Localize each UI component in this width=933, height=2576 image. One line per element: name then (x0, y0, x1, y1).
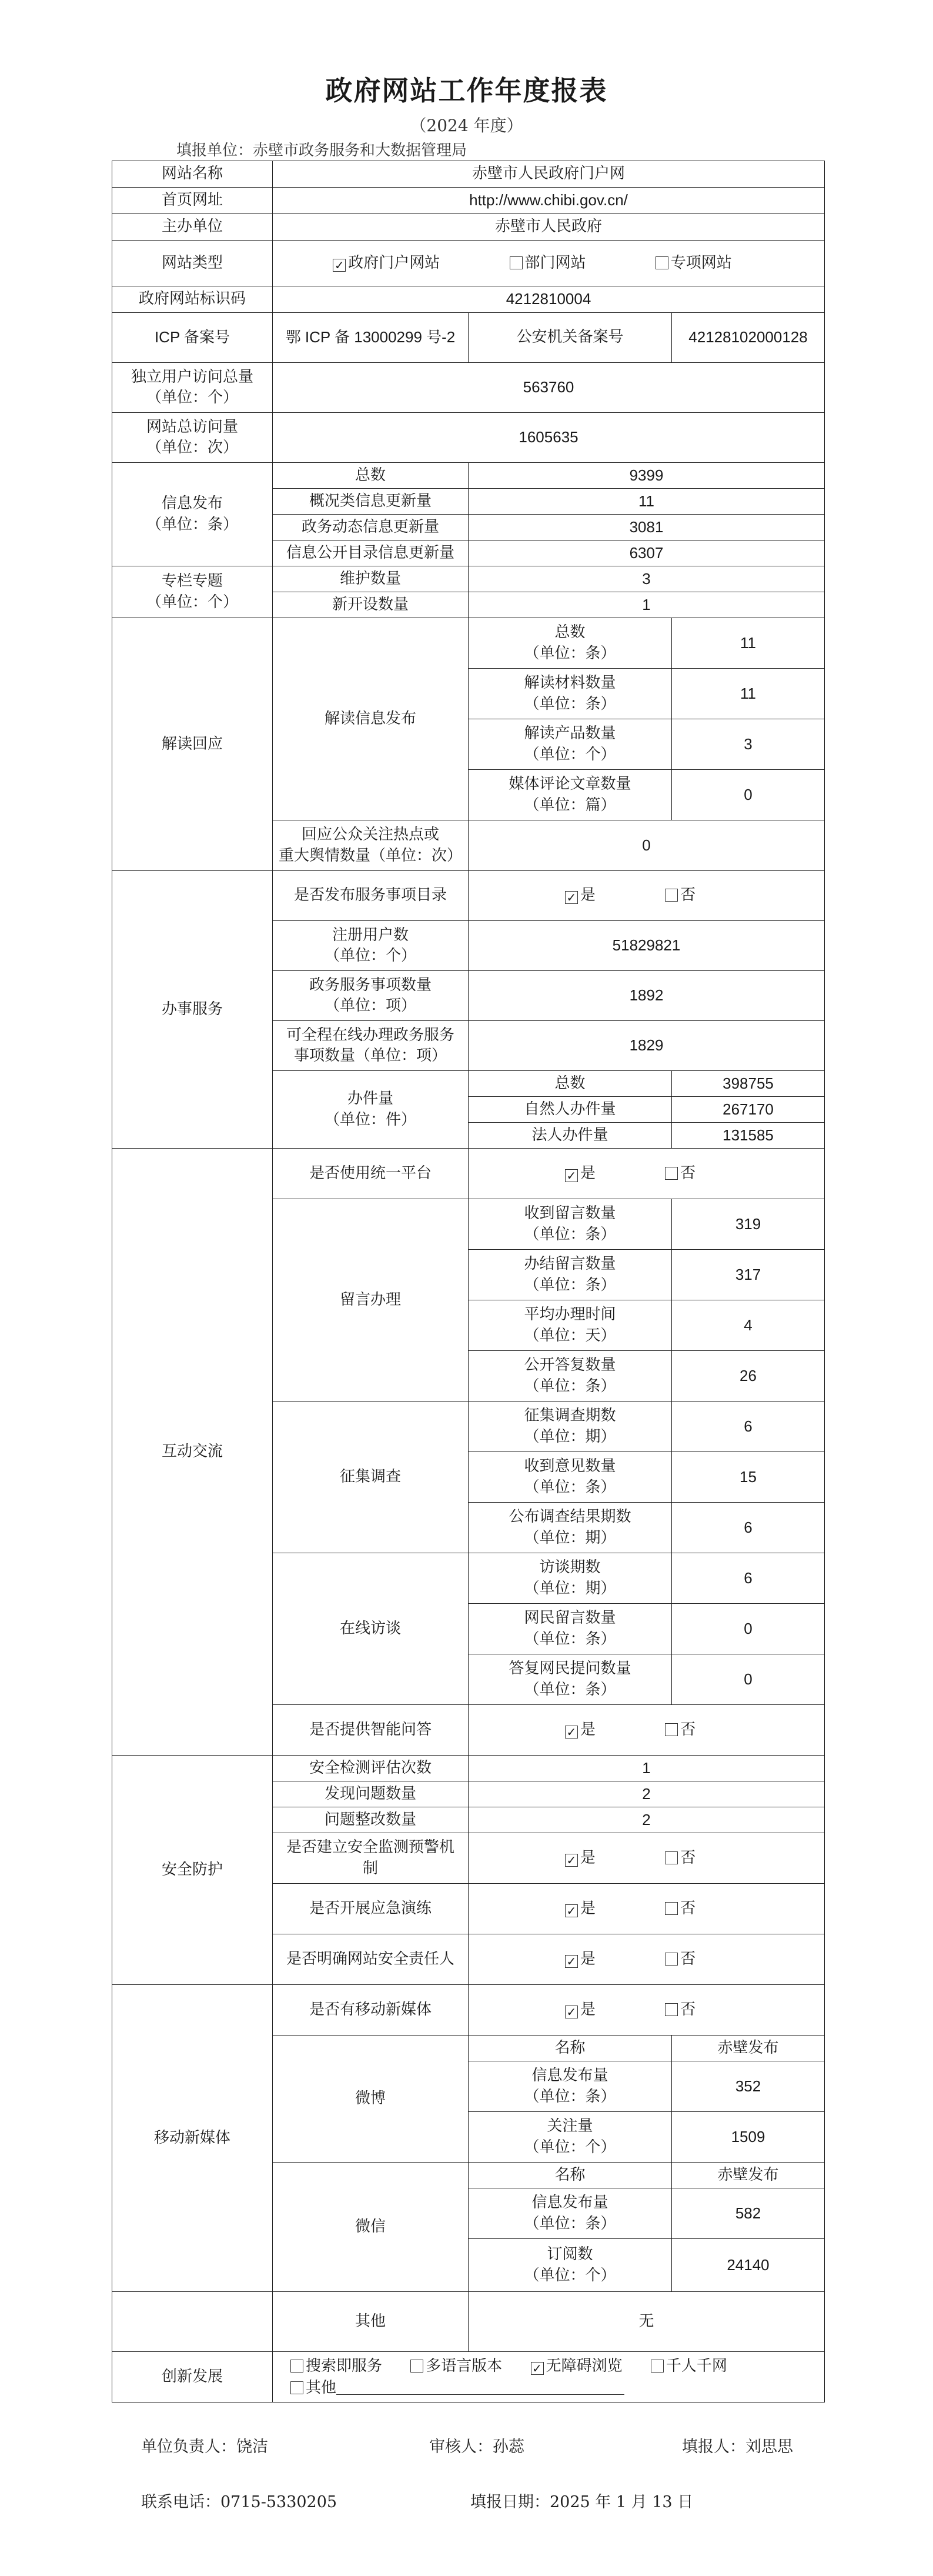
police-value: 42128102000128 (672, 313, 825, 363)
cell-value: 398755 (672, 1071, 825, 1097)
row-icp (112, 313, 825, 363)
cell-value: 11 (672, 618, 825, 669)
option-yes[interactable] (565, 2000, 596, 2020)
option-label: 是 (580, 1899, 596, 1917)
cell-value: 563760 (273, 363, 825, 413)
checkbox-icon[interactable] (290, 2381, 303, 2394)
checkbox-icon[interactable] (665, 1723, 678, 1736)
option-label: 是 (580, 1848, 596, 1867)
option-no[interactable] (665, 1949, 695, 1970)
cell-value: 0 (672, 1604, 825, 1654)
other-input-line[interactable] (336, 2380, 624, 2395)
cell-label: 是否提供智能问答 (273, 1705, 469, 1756)
cell-label: 是否使用统一平台 (273, 1149, 469, 1199)
checkbox-icon[interactable] (651, 2360, 664, 2373)
police-label: 公安机关备案号 (469, 313, 672, 363)
option-label: 是 (580, 1164, 596, 1182)
section-security: 安全防护 (112, 1756, 273, 1985)
cell-value: 无 (469, 2292, 825, 2352)
cell-label: 是否开展应急演练 (273, 1884, 469, 1934)
checkbox-icon[interactable]: ✓ (565, 1726, 578, 1739)
option-department[interactable] (510, 253, 586, 273)
yes-no-options (469, 1985, 825, 2036)
cell-label: 是否发布服务事项目录 (273, 871, 469, 921)
cell-value: 1 (469, 592, 825, 618)
fill-unit: 填报单位：赤壁市政务服务和大数据管理局 (176, 142, 467, 159)
cell-value: 582 (672, 2188, 825, 2239)
row-media-other (112, 2292, 825, 2352)
icp-value: 鄂 ICP 备 13000299 号-2 (273, 313, 469, 363)
cell-label: 是否有移动新媒体 (273, 1985, 469, 2036)
footer-filler: 填报人：刘思思 (682, 2438, 793, 2456)
cell-label: 收到意见数量 （单位：条） (469, 1452, 672, 1503)
row-site-id (112, 286, 825, 313)
cell-value: 1829 (469, 1021, 825, 1071)
option-accessibility[interactable] (531, 2355, 623, 2377)
home-url-link[interactable]: http://www.chibi.gov.cn/ (273, 188, 825, 214)
option-label: 是 (580, 1720, 596, 1739)
option-label: 多语言版本 (426, 2357, 503, 2375)
option-no[interactable] (665, 1848, 695, 1868)
checkbox-icon[interactable]: ✓ (333, 259, 346, 272)
cell-value: 0 (672, 770, 825, 820)
option-special[interactable] (656, 253, 732, 273)
checkbox-icon[interactable]: ✓ (565, 2006, 578, 2018)
cell-label: 信息公开目录信息更新量 (273, 540, 469, 566)
option-yes[interactable] (565, 885, 596, 906)
row-uv (112, 363, 825, 413)
cell-value: 2 (469, 1781, 825, 1807)
option-yes[interactable] (565, 1898, 596, 1919)
cell-value: 11 (672, 669, 825, 719)
option-multilingual[interactable] (410, 2355, 502, 2377)
cell-label: 维护数量 (273, 566, 469, 592)
row-site-name (112, 161, 825, 188)
option-label: 否 (680, 2000, 696, 2018)
cell-label: 政府网站标识码 (112, 286, 273, 313)
cell-value: 3 (672, 719, 825, 770)
cell-label: 关注量 （单位：个） (469, 2112, 672, 2163)
cell-label: 是否明确网站安全责任人 (273, 1934, 469, 1985)
cell-value: 4 (672, 1300, 825, 1351)
footer-leader: 单位负责人：饶洁 (141, 2438, 268, 2456)
cell-label: 公布调查结果期数 （单位：期） (469, 1503, 672, 1553)
footer-phone: 联系电话：0715-5330205 (141, 2493, 337, 2511)
section-mobile: 移动新媒体 (112, 1985, 273, 2292)
checkbox-icon[interactable]: ✓ (565, 1169, 578, 1182)
section-interaction: 互动交流 (112, 1149, 273, 1756)
option-label: 部门网站 (524, 253, 586, 272)
cell-value: 3081 (469, 515, 825, 540)
cell-value: 1509 (672, 2112, 825, 2163)
option-label: 否 (680, 1899, 696, 1917)
checkbox-icon[interactable]: ✓ (565, 1904, 578, 1917)
cell-label: 解读材料数量 （单位：条） (469, 669, 672, 719)
cell-label: 办结留言数量 （单位：条） (469, 1250, 672, 1300)
option-no[interactable] (665, 1163, 695, 1184)
cell-label: 网站总访问量 （单位：次） (112, 413, 273, 463)
cell-value: 赤壁市人民政府门户网 (273, 161, 825, 188)
cell-value: 6 (672, 1402, 825, 1452)
cell-label: 媒体评论文章数量 （单位：篇） (469, 770, 672, 820)
cell-value: 11 (469, 489, 825, 515)
yes-no-options (469, 1833, 825, 1884)
option-label: 千人千网 (666, 2357, 727, 2375)
interview-label: 在线访谈 (273, 1553, 469, 1705)
checkbox-icon[interactable] (510, 256, 523, 269)
cell-label: 首页网址 (112, 188, 273, 214)
cell-value: 131585 (672, 1123, 825, 1149)
checkbox-icon[interactable] (665, 1851, 678, 1864)
cell-value: 0 (672, 1654, 825, 1705)
cell-value: 4212810004 (273, 286, 825, 313)
row-columns-maintain (112, 566, 825, 592)
row-sponsor (112, 214, 825, 241)
cell-label: 政务服务事项数量 （单位：项） (273, 971, 469, 1021)
cell-label: 问题整改数量 (273, 1807, 469, 1833)
option-yes[interactable] (565, 1163, 596, 1184)
cell-label: 注册用户数 （单位：个） (273, 921, 469, 971)
row-home-url (112, 188, 825, 214)
option-no[interactable] (665, 2000, 695, 2020)
cell-value: 352 (672, 2061, 825, 2112)
checkbox-icon[interactable]: ✓ (565, 1955, 578, 1968)
yes-no-options (469, 1705, 825, 1756)
row-has-media (112, 1985, 825, 2036)
cell-label: 信息发布量 （单位：条） (469, 2188, 672, 2239)
report-table (112, 161, 825, 2403)
option-label: 否 (680, 1164, 696, 1182)
cell-label: 法人办件量 (469, 1123, 672, 1149)
cell-value: 15 (672, 1452, 825, 1503)
survey-label: 征集调查 (273, 1402, 469, 1553)
volume-label: 办件量 （单位：件） (273, 1071, 469, 1149)
cell-label: 网站类型 (112, 241, 273, 286)
interpret-publish-label: 解读信息发布 (273, 618, 469, 820)
option-yes[interactable] (565, 1848, 596, 1868)
cell-value: 赤壁市人民政府 (273, 214, 825, 241)
option-no[interactable] (665, 885, 695, 906)
section-columns: 专栏专题 （单位：个） (112, 566, 273, 618)
row-pv (112, 413, 825, 463)
checkbox-icon[interactable]: ✓ (565, 891, 578, 904)
cell-label: 公开答复数量 （单位：条） (469, 1351, 672, 1402)
cell-label: 网站名称 (112, 161, 273, 188)
cell-label: 收到留言数量 （单位：条） (469, 1199, 672, 1250)
cell-label: 订阅数 （单位：个） (469, 2239, 672, 2292)
option-no[interactable] (665, 1898, 695, 1919)
cell-value: 267170 (672, 1097, 825, 1123)
cell-label: 主办单位 (112, 214, 273, 241)
cell-label: 名称 (469, 2036, 672, 2061)
cell-label: 回应公众关注热点或 重大舆情数量（单位：次） (273, 820, 469, 871)
cell-value: 赤壁发布 (672, 2163, 825, 2188)
cell-label: 平均办理时间 （单位：天） (469, 1300, 672, 1351)
cell-value: 赤壁发布 (672, 2036, 825, 2061)
cell-value: 2 (469, 1807, 825, 1833)
option-other[interactable] (290, 2377, 624, 2398)
cell-value: 317 (672, 1250, 825, 1300)
cell-label: 名称 (469, 2163, 672, 2188)
option-label: 否 (680, 886, 696, 905)
checkbox-icon[interactable]: ✓ (565, 1854, 578, 1867)
option-label: 搜索即服务 (306, 2357, 383, 2375)
cell-value: 51829821 (469, 921, 825, 971)
blank-cell (112, 2292, 273, 2352)
yes-no-options (469, 1149, 825, 1199)
cell-value: 1 (469, 1756, 825, 1781)
cell-label: ICP 备案号 (112, 313, 273, 363)
checkbox-icon[interactable]: ✓ (531, 2362, 544, 2375)
weibo-label: 微博 (273, 2036, 469, 2163)
row-service-catalog (112, 871, 825, 921)
innovation-options (273, 2352, 825, 2403)
cell-label: 可全程在线办理政务服务 事项数量（单位：项） (273, 1021, 469, 1071)
cell-label: 征集调查期数 （单位：期） (469, 1402, 672, 1452)
cell-label: 是否建立安全监测预警机 制 (273, 1833, 469, 1884)
wechat-label: 微信 (273, 2163, 469, 2292)
row-innovation (112, 2352, 825, 2403)
option-label: 是 (580, 1950, 596, 1968)
cell-value: 6 (672, 1503, 825, 1553)
footer-reviewer: 审核人：孙蕊 (429, 2438, 524, 2456)
section-interpret: 解读回应 (112, 618, 273, 871)
site-type-options (273, 241, 825, 286)
option-yes[interactable] (565, 1949, 596, 1970)
checkbox-icon[interactable] (665, 1167, 678, 1180)
cell-value: 9399 (469, 463, 825, 489)
cell-label: 其他 (273, 2292, 469, 2352)
option-label: 否 (680, 1950, 696, 1968)
checkbox-icon[interactable] (665, 1902, 678, 1915)
cell-value: 1605635 (273, 413, 825, 463)
option-label: 其他 (306, 2378, 337, 2397)
report-year: （2024 年度） (410, 116, 523, 135)
option-label: 专项网站 (670, 253, 732, 272)
row-site-type (112, 241, 825, 286)
option-personalized[interactable] (651, 2355, 727, 2377)
checkbox-icon[interactable] (656, 256, 668, 269)
option-label: 是 (580, 2000, 596, 2018)
section-service: 办事服务 (112, 871, 273, 1149)
cell-label: 访谈期数 （单位：期） (469, 1553, 672, 1604)
option-search-service[interactable] (290, 2355, 382, 2377)
cell-value: 26 (672, 1351, 825, 1402)
section-info-publish: 信息发布 （单位：条） (112, 463, 273, 566)
option-no[interactable] (665, 1720, 695, 1740)
cell-label: 自然人办件量 (469, 1097, 672, 1123)
cell-value: 0 (469, 820, 825, 871)
messages-label: 留言办理 (273, 1199, 469, 1402)
option-label: 是 (580, 886, 596, 905)
footer-date: 填报日期：2025 年 1 月 13 日 (470, 2493, 694, 2511)
checkbox-icon[interactable] (665, 1953, 678, 1966)
cell-label: 网民留言数量 （单位：条） (469, 1604, 672, 1654)
checkbox-icon[interactable] (665, 889, 678, 902)
cell-label: 信息发布量 （单位：条） (469, 2061, 672, 2112)
cell-label: 答复网民提问数量 （单位：条） (469, 1654, 672, 1705)
cell-label: 新开设数量 (273, 592, 469, 618)
row-info-total (112, 463, 825, 489)
cell-value: 6 (672, 1553, 825, 1604)
cell-value: 6307 (469, 540, 825, 566)
option-portal[interactable] (333, 253, 440, 273)
row-platform (112, 1149, 825, 1199)
option-label: 无障碍浏览 (546, 2357, 623, 2375)
cell-value: 3 (469, 566, 825, 592)
section-innovation: 创新发展 (112, 2352, 273, 2403)
cell-label: 解读产品数量 （单位：个） (469, 719, 672, 770)
yes-no-options (469, 1934, 825, 1985)
yes-no-options (469, 871, 825, 921)
checkbox-icon[interactable] (665, 2003, 678, 2016)
cell-label: 安全检测评估次数 (273, 1756, 469, 1781)
cell-value: 24140 (672, 2239, 825, 2292)
option-label: 政府门户网站 (348, 253, 440, 272)
cell-value: 1892 (469, 971, 825, 1021)
cell-label: 发现问题数量 (273, 1781, 469, 1807)
row-interpret-total (112, 618, 825, 669)
cell-value: 319 (672, 1199, 825, 1250)
option-yes[interactable] (565, 1720, 596, 1740)
cell-label: 独立用户访问总量 （单位：个） (112, 363, 273, 413)
cell-label: 总数 (469, 1071, 672, 1097)
page-title: 政府网站工作年度报表 (325, 75, 608, 106)
yes-no-options (469, 1884, 825, 1934)
row-sec-eval (112, 1756, 825, 1781)
cell-label: 总数 （单位：条） (469, 618, 672, 669)
cell-label: 概况类信息更新量 (273, 489, 469, 515)
option-label: 否 (680, 1848, 696, 1867)
checkbox-icon[interactable] (410, 2360, 423, 2373)
cell-label: 政务动态信息更新量 (273, 515, 469, 540)
option-label: 否 (680, 1720, 696, 1739)
checkbox-icon[interactable] (290, 2360, 303, 2373)
cell-label: 总数 (273, 463, 469, 489)
